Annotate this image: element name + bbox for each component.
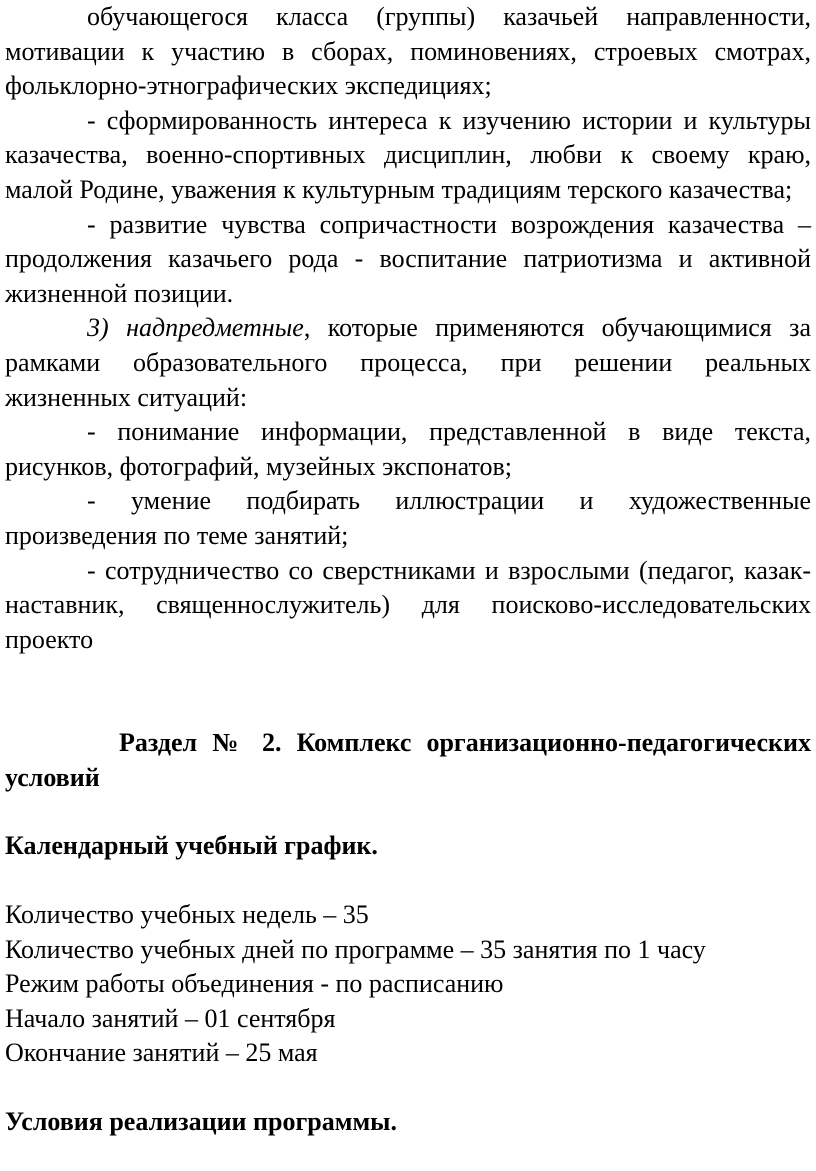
document-page [5,0,811,1140]
schedule-start: Начало занятий – 01 сентября [5,1003,336,1033]
spacer [5,864,811,898]
paragraph-selection: - умение подбирать иллюстрации и художественные произведения по теме занятий; [5,486,811,550]
paragraph-understanding: - понимание информации, представленной в виде текста, рисунков, фотографий, музейных экспонатов; [5,417,811,481]
spacer [5,795,811,829]
paragraph-cooperation: - сотрудничество со сверстниками и взрослыми (педагог, казак-наставник, священнослужитель) для поисково-исследовательских проекто [5,555,811,654]
schedule-list [5,898,811,1071]
schedule-days: Количество учебных дней по программе – 35 занятия по 1 часу [5,934,706,964]
paragraph-meta-subject [5,311,811,415]
section-heading: Раздел № 2. Комплекс организационно-педагогических условий [5,728,811,792]
conditions-heading: Условия реализации программы. [5,1107,397,1137]
schedule-mode: Режим работы объединения - по расписанию [5,969,504,999]
spacer [5,657,811,726]
paragraph-belonging: - развитие чувства сопричастности возрождения казачества – продолжения казачьего рода - воспитание патриотизма и активной жизненной позиции. [5,209,811,308]
schedule-weeks: Количество учебных недель – 35 [5,900,369,930]
spacer [5,1071,811,1105]
meta-subject-text: , которые применяются обучающимися за рамками образовательного процесса, при решении реальных жизненных ситуаций: [5,313,811,412]
schedule-end: Окончание занятий – 25 мая [5,1038,318,1068]
paragraph-motivation: обучающегося класса (группы) казачьей направленности, мотивации к участию в сборах, поминовениях, строевых смотрах, фольклорно-этнографических экспедициях; [5,2,811,101]
paragraph-interest: - сформированность интереса к изучению истории и культуры казачества, военно-спортивных дисциплин, любви к своему краю, малой Родине, уважения к культурным традициям терского казачества; [5,105,811,204]
meta-subject-label: 3) надпредметные [87,313,304,343]
calendar-heading: Календарный учебный график. [5,831,378,861]
